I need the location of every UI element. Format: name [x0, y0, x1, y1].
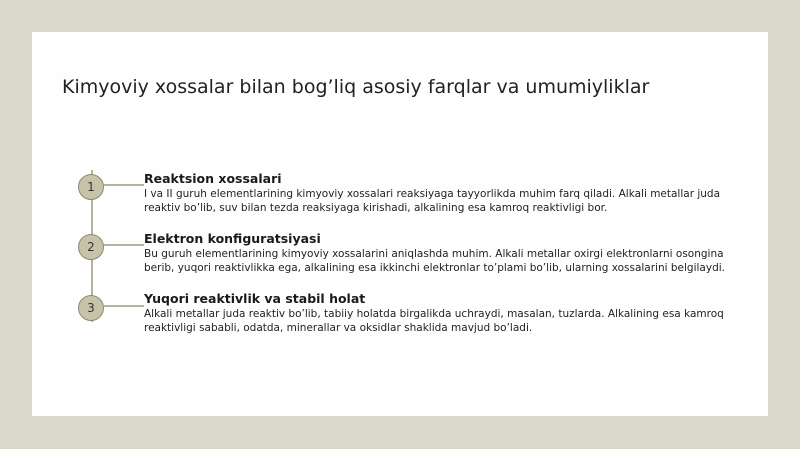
step-2 — [144, 231, 734, 275]
slide-title: Kimyoviy xossalar bilan bog’liq asosiy farqlar va umumiyliklar — [62, 76, 650, 98]
slide — [32, 32, 768, 416]
step-1-circle: 1 — [78, 174, 104, 200]
step-1-text: I va II guruh elementlarining kimyoviy xossalari reaksiyaga tayyorlikda muhim farq qiladi. Alkali metallar juda reaktiv bo’lib, suv bilan tezda reaksiyaga kirishadi, alkalining esa kamroq reaktivligi bor. — [144, 188, 721, 214]
step-3-connector — [104, 305, 144, 307]
step-3-heading: Yuqori reaktivlik va stabil holat — [144, 291, 366, 306]
step-3-text: Alkali metallar juda reaktiv bo’lib, tabiiy holatda birgalikda uchraydi, masalan, tuzlarda. Alkalining esa kamroq reaktivligi sababli, odatda, minerallar va oksidlar shaklida mavjud bo’ladi. — [144, 308, 724, 334]
step-2-circle: 2 — [78, 234, 104, 260]
step-1-heading: Reaktsion xossalari — [144, 171, 282, 186]
step-1-connector — [104, 184, 144, 186]
step-2-heading: Elektron konfiguratsiyasi — [144, 231, 321, 246]
step-1 — [144, 171, 734, 215]
step-2-connector — [104, 244, 144, 246]
step-3-circle: 3 — [78, 295, 104, 321]
step-3 — [144, 291, 734, 335]
step-2-text: Bu guruh elementlarining kimyoviy xossalarini aniqlashda muhim. Alkali metallar oxirgi elektronlarni osongina berib, yuqori reaktivlikka ega, alkalining esa ikkinchi elektronlar to’plami bo’lib, ularning xossalarini belgilaydi. — [144, 248, 725, 274]
